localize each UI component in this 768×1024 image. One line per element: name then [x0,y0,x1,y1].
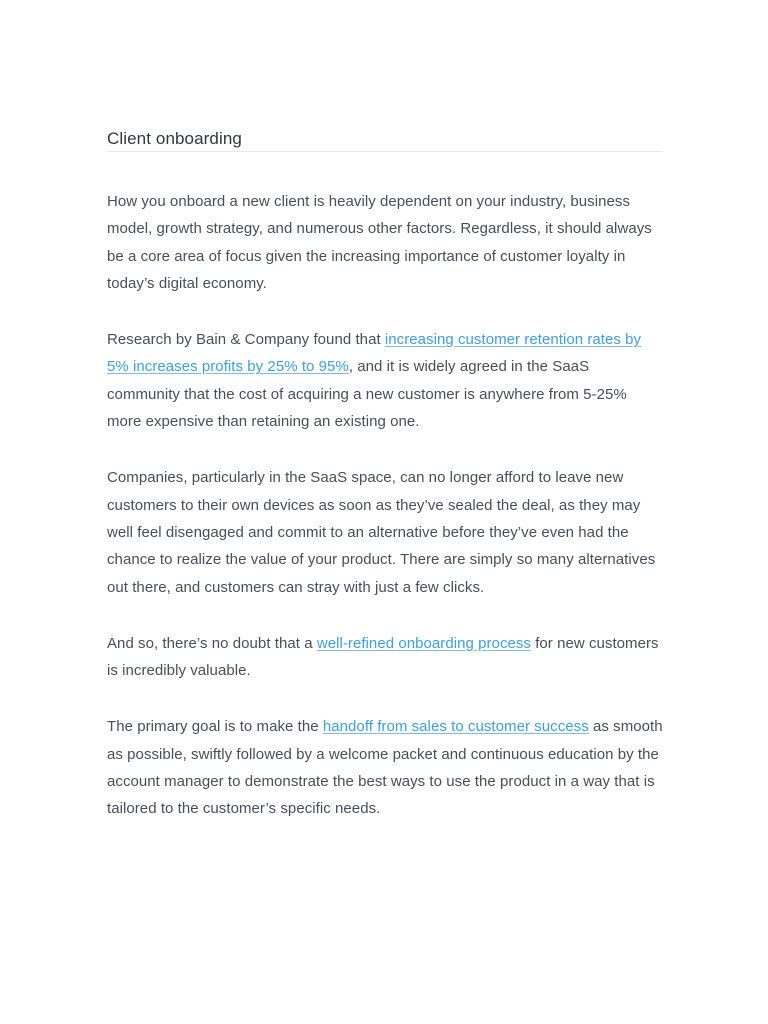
paragraph-text: How you onboard a new client is heavily dependent on your industry, business model, growth strategy, and numerous other factors. Regardless, it should always be a core area of focus given the increasing importance of customer loyalty in today’s digital economy. [107,193,652,292]
paragraph-onboarding-value [107,630,663,685]
paragraph-primary-goal [107,713,663,822]
paragraph-intro [107,188,663,297]
page-title: Client onboarding [107,129,242,148]
paragraph-text: as smooth as possible, swiftly followed by a welcome packet and continuous education by the account manager to demonstrate the best ways to use the product in a way that is tailored to the customer’s specific needs. [107,718,663,818]
paragraph-text: Research by Bain & Company found that [107,331,385,349]
paragraph-text: Companies, particularly in the SaaS space, can no longer afford to leave new customers to their own devices as soon as they’ve sealed the deal, as they may well feel disengaged and commit to an alternative before they’ve even had the chance to realize the value of your product. There are simply so many alternatives out there, and customers can stray with just a few clicks. [107,469,656,596]
sales-handoff-link[interactable]: handoff from sales to customer success [322,718,589,736]
retention-rates-link[interactable]: increasing customer retention rates by 5% increases profits by 25% to 95% [107,331,642,376]
paragraph-saas-companies [107,464,663,600]
paragraph-text: for new customers is incredibly valuable. [107,634,659,680]
paragraph-text: And so, there’s no doubt that a [107,634,317,652]
article [107,128,663,852]
paragraph-text: The primary goal is to make the [107,718,323,736]
paragraph-text: , and it is widely agreed in the SaaS community that the cost of acquiring a new customer is anywhere from 5-25% more expensive than retaining an existing one. [107,358,627,431]
paragraph-research [107,326,663,435]
onboarding-process-link[interactable]: well-refined onboarding process [316,634,531,652]
title-section [107,128,663,152]
